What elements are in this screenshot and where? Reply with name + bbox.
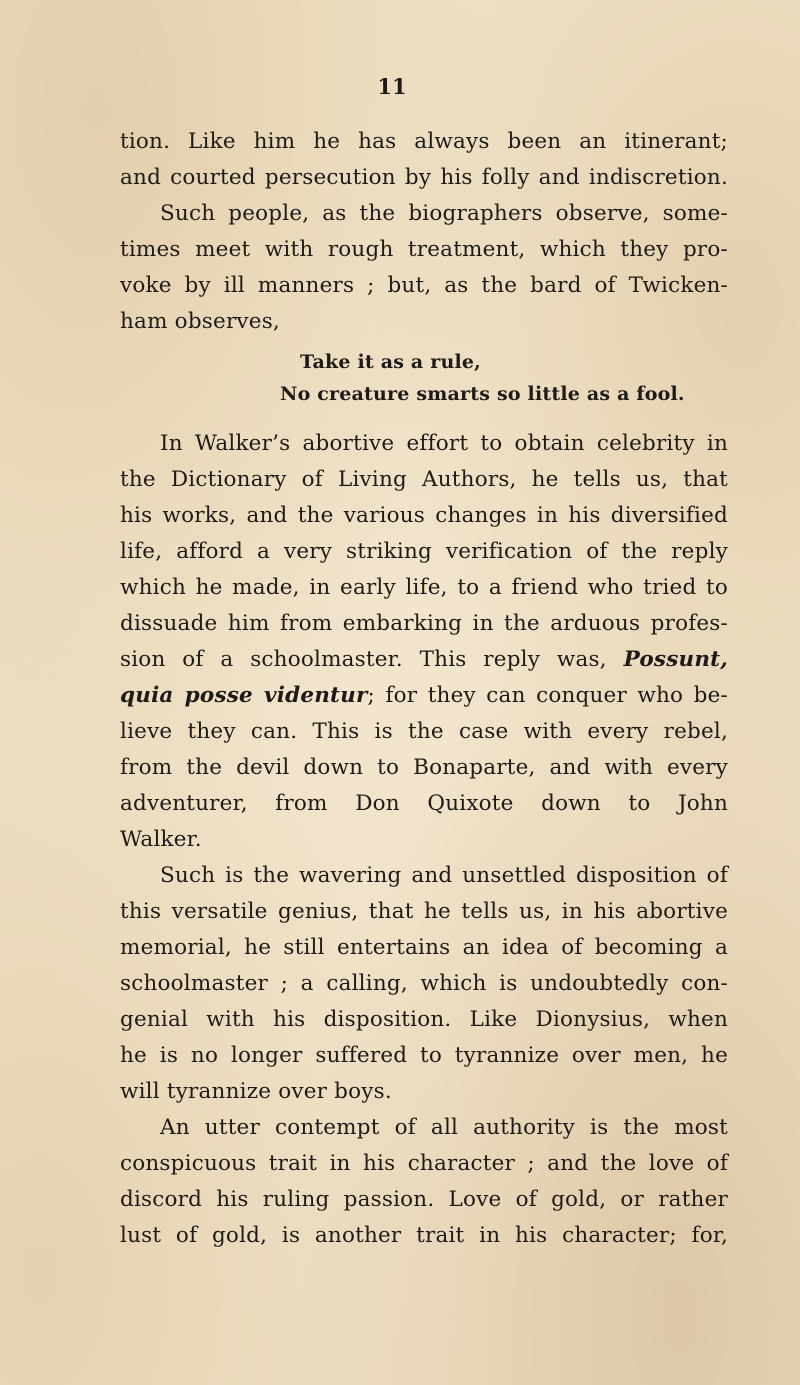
latin-phrase: Possunt, (623, 647, 728, 672)
text-line: ham observes, (120, 309, 280, 334)
text-run: sion of a schoolmaster. This reply was, (120, 647, 624, 672)
text-line: this versatile genius, that he tells us, in his abortive (120, 899, 728, 924)
text-line: tion. Like him he has always been an itinerant; (120, 129, 728, 154)
text-line: and courted persecution by his folly and indiscretion. (120, 165, 728, 190)
text-line: dissuade him from embarking in the arduous profes- (120, 611, 728, 636)
text-line: Such people, as the biographers observe, some- (160, 201, 728, 226)
text-line: will tyrannize over boys. (120, 1079, 392, 1104)
text-line: his works, and the various changes in his diversified (120, 503, 728, 528)
text-line: discord his ruling passion. Love of gold, or rather (120, 1187, 728, 1212)
text-line: An utter contempt of all authority is the most (160, 1115, 728, 1140)
text-line: In Walker’s abortive effort to obtain celebrity in (160, 431, 728, 456)
text-line: schoolmaster ; a calling, which is undoubtedly con- (120, 971, 728, 996)
latin-phrase: quia posse videntur (120, 683, 368, 708)
text-line: Such is the wavering and unsettled disposition of (160, 863, 728, 888)
text-line: the Dictionary of Living Authors, he tells us, that (120, 467, 728, 492)
text-line: times meet with rough treatment, which they pro- (120, 237, 728, 262)
text-line: he is no longer suffered to tyrannize over men, he (120, 1043, 728, 1068)
text-line: memorial, he still entertains an idea of becoming a (120, 935, 728, 960)
text-line (120, 642, 728, 678)
text-line: lieve they can. This is the case with every rebel, (120, 719, 728, 744)
text-line: genial with his disposition. Like Dionysius, when (120, 1007, 728, 1032)
text-line: life, afford a very striking verification of the reply (120, 539, 728, 564)
verse-quotation (120, 340, 728, 426)
text-line (120, 678, 728, 714)
body-text (120, 124, 728, 1254)
verse-line: Take it as a rule, (300, 351, 482, 373)
text-line: lust of gold, is another trait in his character; for, (120, 1223, 728, 1248)
verse-line: No creature smarts so little as a fool. (280, 383, 685, 405)
text-line: voke by ill manners ; but, as the bard of Twicken- (120, 273, 728, 298)
text-line: adventurer, from Don Quixote down to John (120, 791, 728, 816)
text-line: which he made, in early life, to a friend who tried to (120, 575, 728, 600)
text-run: ; for they can conquer who be- (367, 683, 728, 708)
text-line: Walker. (120, 827, 202, 852)
text-line: from the devil down to Bonaparte, and with every (120, 755, 728, 780)
text-line: conspicuous trait in his character ; and the love of (120, 1151, 728, 1176)
page-number: 11 (377, 74, 407, 99)
